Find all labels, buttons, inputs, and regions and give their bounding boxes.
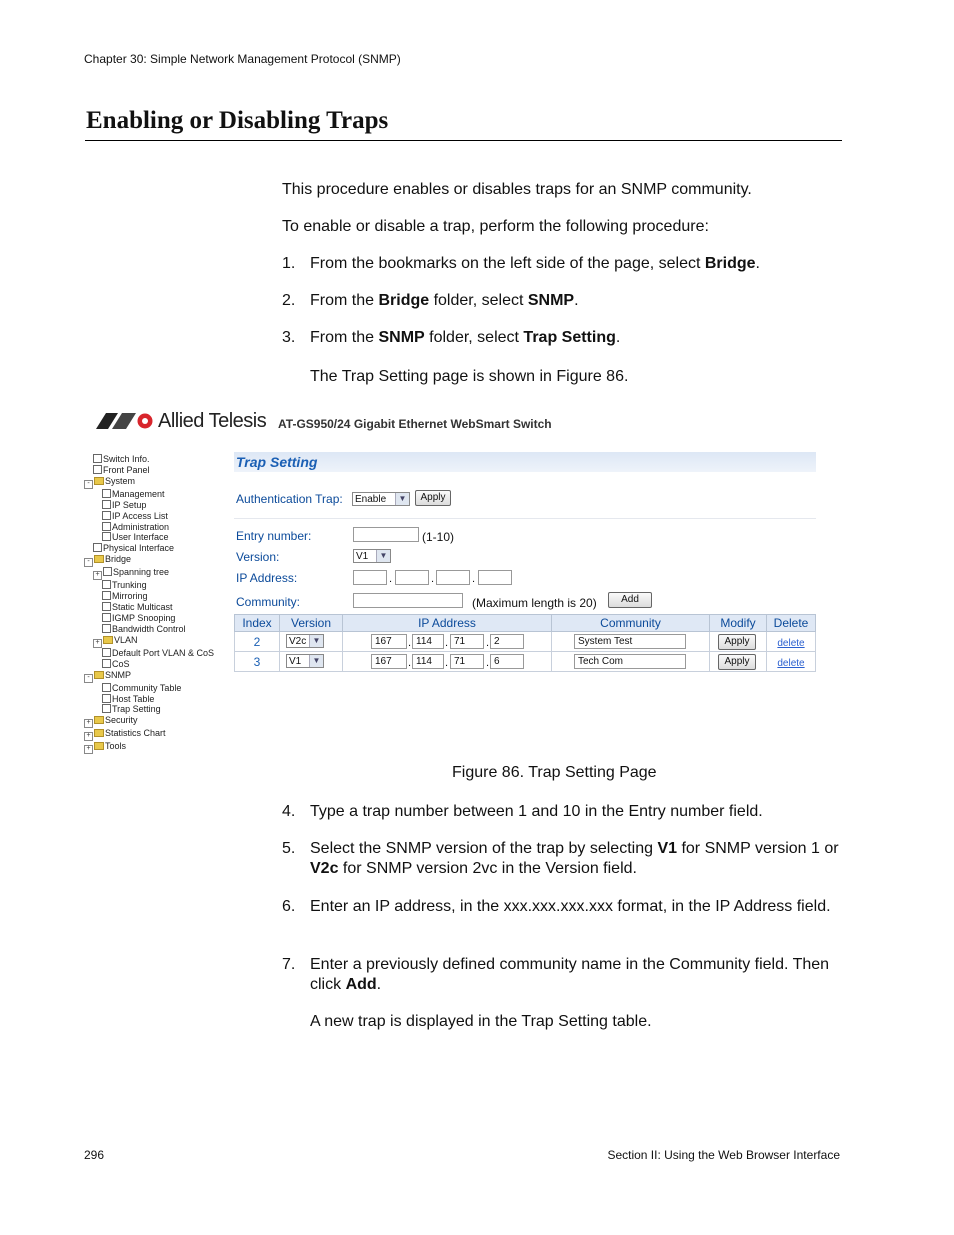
- table-header-row: [235, 615, 816, 632]
- nav-tree-item[interactable]: [84, 500, 224, 511]
- nav-tree-item[interactable]: [84, 476, 224, 489]
- page-icon: [93, 543, 102, 552]
- nav-tree-item[interactable]: [84, 683, 224, 694]
- figure-caption: Figure 86. Trap Setting Page: [452, 764, 657, 781]
- table-row: [235, 632, 816, 652]
- row-version-select[interactable]: V1 ▼: [286, 654, 324, 668]
- entry-number-hint: (1-10): [422, 530, 455, 544]
- nav-tree-item[interactable]: [84, 648, 224, 659]
- step-number: 1.: [282, 255, 296, 272]
- folder-icon: [94, 555, 104, 563]
- folder-icon: [94, 477, 104, 485]
- section-title: Enabling or Disabling Traps: [86, 107, 389, 134]
- step-number: 7.: [282, 956, 296, 973]
- intro-paragraph: To enable or disable a trap, perform the following procedure:: [282, 218, 709, 235]
- page-icon: [102, 683, 111, 692]
- expand-icon[interactable]: +: [93, 639, 102, 648]
- row-ip-octet-input[interactable]: 114: [412, 654, 444, 669]
- version-cell: [280, 632, 343, 652]
- ip-dot: .: [408, 657, 412, 669]
- delete-cell: [767, 652, 816, 672]
- step-text: From the Bridge folder, select SNMP.: [310, 292, 579, 309]
- nav-tree-item[interactable]: [84, 591, 224, 602]
- nav-tree-label: Static Multicast: [112, 602, 173, 613]
- intro-paragraph: This procedure enables or disables traps for an SNMP community.: [282, 181, 752, 198]
- auth-apply-button[interactable]: Apply: [415, 490, 451, 506]
- auth-trap-label: Authentication Trap:: [236, 492, 343, 506]
- community-label: Community:: [236, 595, 301, 609]
- nav-tree-label: Statistics Chart: [105, 728, 166, 739]
- title-rule: [85, 140, 842, 141]
- ip-cell: [343, 652, 552, 672]
- expand-icon[interactable]: +: [84, 732, 93, 741]
- nav-tree-item[interactable]: [84, 715, 224, 728]
- nav-tree-label: Front Panel: [103, 464, 150, 475]
- nav-tree-label: Host Table: [112, 693, 155, 704]
- page-icon: [102, 511, 111, 520]
- row-ip-octet-input[interactable]: 2: [490, 634, 524, 649]
- trap-setting-panel: [234, 452, 816, 748]
- index-cell: 3: [235, 652, 280, 672]
- page-icon: [103, 567, 112, 576]
- folder-icon: [94, 729, 104, 737]
- chevron-down-icon: ▼: [376, 550, 390, 562]
- nav-tree-label: User Interface: [112, 532, 169, 543]
- nav-tree-label: Default Port VLAN & CoS: [112, 647, 215, 658]
- page-icon: [102, 613, 111, 622]
- page-icon: [102, 648, 111, 657]
- community-cell: [552, 632, 710, 652]
- nav-tree-item[interactable]: [84, 602, 224, 613]
- ip-dot: .: [486, 637, 490, 649]
- nav-tree-label: Management: [112, 488, 165, 499]
- chapter-header: Chapter 30: Simple Network Management Protocol (SNMP): [84, 52, 401, 66]
- nav-tree-item[interactable]: [84, 624, 224, 635]
- ip-octet-3-input[interactable]: [436, 570, 470, 585]
- ip-dot: .: [431, 573, 435, 585]
- nav-tree-item[interactable]: [84, 522, 224, 533]
- folder-icon: [103, 636, 113, 644]
- row-community-input[interactable]: System Test: [574, 634, 686, 649]
- ip-octet-1-input[interactable]: [353, 570, 387, 585]
- row-ip-octet-input[interactable]: 71: [450, 654, 484, 669]
- allied-telesis-logo: [96, 410, 266, 432]
- ip-dot: .: [408, 637, 412, 649]
- ip-address-label: IP Address:: [236, 571, 298, 585]
- step-text: Select the SNMP version of the trap by selecting V1 for SNMP version 1 or V2c for SNMP version 2vc in the Version field.: [310, 840, 839, 877]
- nav-tree-item[interactable]: [84, 532, 224, 543]
- nav-tree-label: Bridge: [105, 554, 132, 565]
- step-text: Type a trap number between 1 and 10 in the Entry number field.: [310, 803, 763, 820]
- row-ip-octet-input[interactable]: 71: [450, 634, 484, 649]
- row-ip-octet-input[interactable]: 167: [371, 654, 407, 669]
- step-text: From the SNMP folder, select Trap Setting.: [310, 329, 621, 346]
- nav-tree-item[interactable]: [84, 465, 224, 476]
- nav-tree-item[interactable]: [84, 543, 224, 554]
- product-name: AT-GS950/24 Gigabit Ethernet WebSmart Switch: [278, 417, 552, 431]
- table-row: [235, 652, 816, 672]
- step-text: From the bookmarks on the left side of the page, select Bridge.: [310, 255, 760, 272]
- page-icon: [102, 704, 111, 713]
- ip-dot: .: [445, 637, 449, 649]
- delete-cell: [767, 632, 816, 652]
- nav-tree-item[interactable]: [84, 670, 224, 683]
- step-number: 4.: [282, 803, 296, 820]
- row-apply-button[interactable]: Apply: [718, 634, 756, 650]
- modify-cell: [710, 632, 767, 652]
- ip-octet-2-input[interactable]: [395, 570, 429, 585]
- page-icon: [102, 489, 111, 498]
- nav-tree-label: Trap Setting: [112, 704, 161, 715]
- brand-name: Allied Telesis: [158, 409, 267, 432]
- collapse-icon[interactable]: -: [84, 674, 93, 683]
- chevron-down-icon: ▼: [309, 655, 323, 667]
- column-header: Community: [552, 615, 710, 632]
- column-header: Index: [235, 615, 280, 632]
- modify-cell: [710, 652, 767, 672]
- nav-tree-label: Community Table: [112, 682, 182, 693]
- ip-cell: [343, 632, 552, 652]
- nav-tree-item[interactable]: [84, 511, 224, 522]
- column-header: IP Address: [343, 615, 552, 632]
- row-delete-link[interactable]: delete: [777, 637, 805, 649]
- section-footer: Section II: Using the Web Browser Interface: [607, 1148, 840, 1162]
- row-ip-octet-input[interactable]: 6: [490, 654, 524, 669]
- row-ip-octet-input[interactable]: 114: [412, 634, 444, 649]
- nav-tree-label: IGMP Snooping: [112, 612, 176, 623]
- nav-tree-item[interactable]: [84, 489, 224, 500]
- ip-dot: .: [389, 573, 393, 585]
- divider: [234, 518, 816, 519]
- folder-icon: [94, 742, 104, 750]
- column-header: Modify: [710, 615, 767, 632]
- chevron-down-icon: ▼: [309, 635, 323, 647]
- trap-setting-screenshot: [84, 404, 832, 753]
- ip-dot: .: [445, 657, 449, 669]
- expand-icon[interactable]: +: [84, 719, 93, 728]
- auth-trap-select[interactable]: Enable ▼: [352, 492, 410, 506]
- row-version-select[interactable]: V2c ▼: [286, 634, 324, 648]
- nav-tree-label: Spanning tree: [113, 567, 170, 578]
- index-cell: 2: [235, 632, 280, 652]
- step-text: Enter a previously defined community name in the Community field. Then click Add.: [310, 956, 830, 993]
- collapse-icon[interactable]: -: [84, 558, 93, 567]
- version-cell: [280, 652, 343, 672]
- page-icon: [102, 522, 111, 531]
- step-number: 3.: [282, 329, 296, 346]
- ip-dot: .: [486, 657, 490, 669]
- nav-tree-item[interactable]: [84, 694, 224, 705]
- community-cell: [552, 652, 710, 672]
- expand-icon[interactable]: +: [93, 571, 102, 580]
- add-button[interactable]: Add: [608, 592, 652, 608]
- row-apply-button[interactable]: Apply: [718, 654, 756, 670]
- nav-tree-label: Bandwidth Control: [112, 623, 186, 634]
- page-icon: [102, 624, 111, 633]
- nav-tree-label: Mirroring: [112, 591, 148, 602]
- version-label: Version:: [236, 550, 280, 564]
- community-input[interactable]: [353, 593, 463, 608]
- nav-tree-label: Trunking: [112, 580, 147, 591]
- row-delete-link[interactable]: delete: [777, 657, 805, 669]
- row-ip-octet-input[interactable]: 167: [371, 634, 407, 649]
- page-icon: [102, 591, 111, 600]
- nav-tree-label: System: [105, 475, 136, 486]
- page-number: 296: [84, 1148, 105, 1162]
- ip-dot: .: [472, 573, 476, 585]
- nav-tree-item[interactable]: [84, 728, 224, 741]
- nav-tree-item[interactable]: [84, 554, 224, 567]
- step-text: Enter an IP address, in the xxx.xxx.xxx.xxx format, in the IP Address field.: [310, 898, 831, 915]
- step-number: 6.: [282, 898, 296, 915]
- nav-tree-label: CoS: [112, 658, 130, 669]
- column-header: Delete: [767, 615, 816, 632]
- version-select[interactable]: V1 ▼: [353, 549, 391, 563]
- nav-tree-item[interactable]: [84, 454, 224, 465]
- page-icon: [93, 454, 102, 463]
- nav-tree-item[interactable]: [84, 580, 224, 591]
- figure-reference: The Trap Setting page is shown in Figure 86.: [310, 368, 629, 385]
- nav-tree-item[interactable]: [84, 613, 224, 624]
- nav-tree-item[interactable]: [84, 659, 224, 670]
- step-number: 5.: [282, 840, 296, 857]
- row-community-input[interactable]: Tech Com: [574, 654, 686, 669]
- folder-icon: [94, 716, 104, 724]
- nav-tree: [84, 454, 224, 754]
- page-icon: [102, 532, 111, 541]
- nav-tree-item[interactable]: [84, 741, 224, 754]
- panel-title: Trap Setting: [236, 454, 318, 470]
- page-icon: [102, 580, 111, 589]
- page-icon: [93, 465, 102, 474]
- entry-number-input[interactable]: [353, 527, 419, 542]
- folder-icon: [94, 671, 104, 679]
- nav-tree-item[interactable]: [84, 635, 224, 648]
- nav-tree-label: IP Access List: [112, 510, 168, 521]
- nav-tree-label: Administration: [112, 521, 170, 532]
- nav-tree-label: VLAN: [114, 634, 138, 645]
- page-icon: [102, 659, 111, 668]
- nav-tree-item[interactable]: [84, 567, 224, 580]
- collapse-icon[interactable]: -: [84, 480, 93, 489]
- nav-tree-label: IP Setup: [112, 499, 147, 510]
- entry-number-label: Entry number:: [236, 529, 312, 543]
- nav-tree-label: SNMP: [105, 669, 132, 680]
- trap-table: [234, 614, 816, 672]
- chevron-down-icon: ▼: [395, 493, 409, 505]
- nav-tree-item[interactable]: [84, 704, 224, 715]
- page-icon: [102, 500, 111, 509]
- expand-icon[interactable]: +: [84, 745, 93, 754]
- page-icon: [102, 602, 111, 611]
- nav-tree-label: Switch Info.: [103, 454, 150, 464]
- nav-tree-label: Physical Interface: [103, 543, 175, 554]
- community-hint: (Maximum length is 20): [472, 596, 597, 610]
- nav-tree-label: Security: [105, 715, 138, 726]
- allied-telesis-logo-icon: [96, 412, 154, 430]
- closing-note: A new trap is displayed in the Trap Setting table.: [310, 1013, 652, 1030]
- ip-octet-4-input[interactable]: [478, 570, 512, 585]
- column-header: Version: [280, 615, 343, 632]
- page-icon: [102, 694, 111, 703]
- step-number: 2.: [282, 292, 296, 309]
- panel-title-bar: [234, 452, 816, 472]
- nav-tree-label: Tools: [105, 741, 127, 752]
